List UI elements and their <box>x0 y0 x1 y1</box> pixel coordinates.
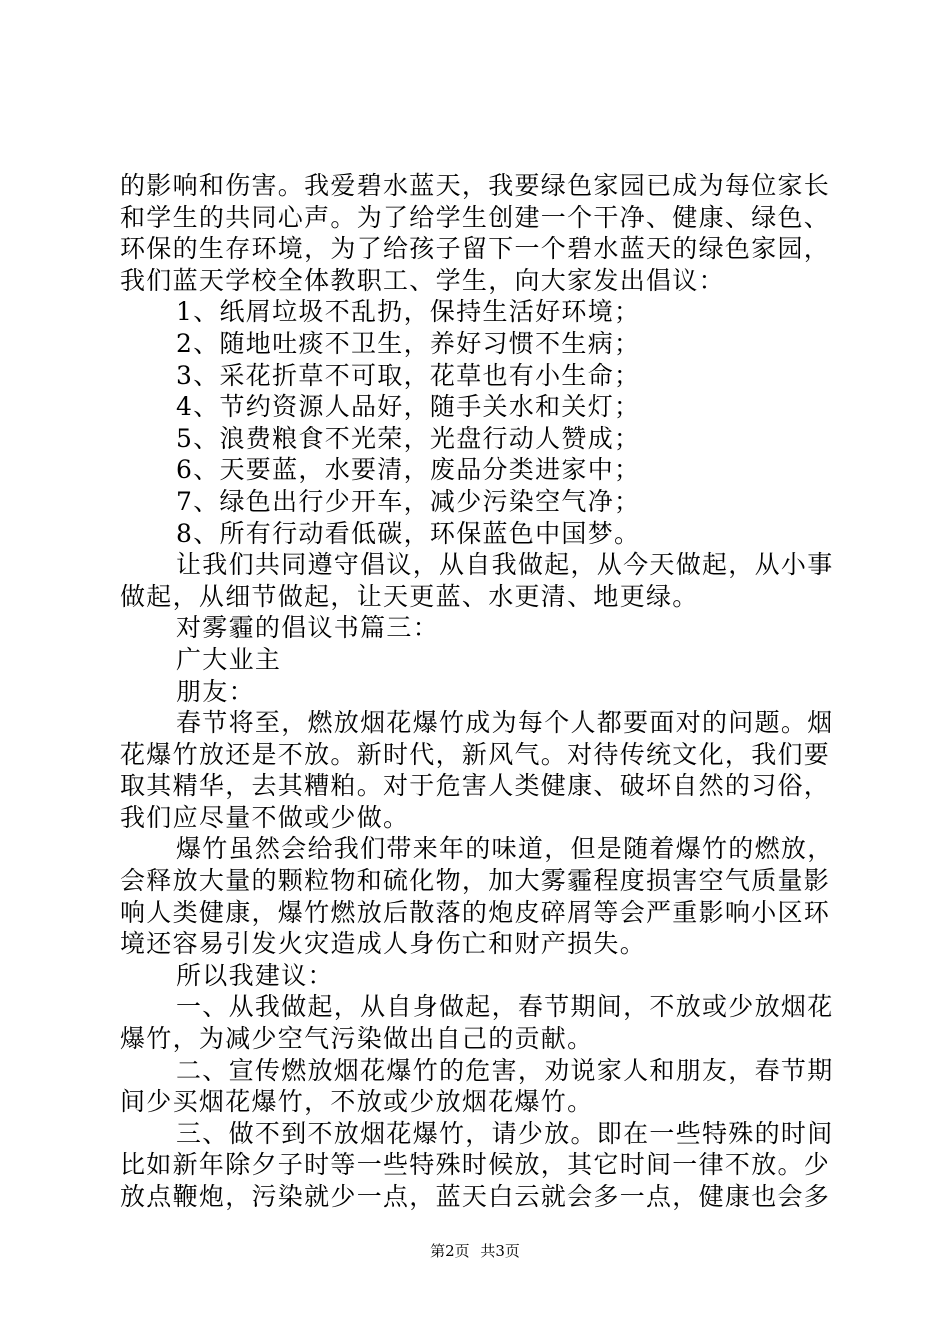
text-line: 春节将至，燃放烟花爆竹成为每个人都要面对的问题。烟 <box>176 708 834 738</box>
page-number: 第2页 <box>430 1242 470 1260</box>
list-item: 3、采花折草不可取，花草也有小生命； <box>176 360 641 390</box>
salutation: 朋友： <box>176 676 255 706</box>
text-line: 的影响和伤害。我爱碧水蓝天，我要绿色家园已成为每位家长 <box>120 171 831 200</box>
text-line: 爆竹，为减少空气污染做出自己的贡献。 <box>120 1024 594 1054</box>
list-item: 8、所有行动看低碳，环保蓝色中国梦。 <box>176 518 641 548</box>
text-line: 取其精华，去其糟粕。对于危害人类健康、破坏自然的习俗， <box>120 771 831 801</box>
section-title: 对雾霾的倡议书篇三： <box>176 613 440 643</box>
page-total: 共3页 <box>480 1242 520 1260</box>
text-line: 放点鞭炮，污染就少一点，蓝天白云就会多一点，健康也会多 <box>120 1182 831 1211</box>
list-item: 1、纸屑垃圾不乱扔，保持生活好环境； <box>176 297 641 327</box>
salutation: 广大业主 <box>176 644 282 674</box>
list-item: 7、绿色出行少开车，减少污染空气净； <box>176 486 641 516</box>
list-item: 5、浪费粮食不光荣，光盘行动人赞成； <box>176 423 641 453</box>
text-line: 间少买烟花爆竹，不放或少放烟花爆竹。 <box>120 1087 594 1117</box>
text-line: 做起，从细节做起，让天更蓝、水更清、地更绿。 <box>120 581 699 611</box>
text-line: 和学生的共同心声。为了给学生创建一个干净、健康、绿色、 <box>120 202 831 232</box>
document-body <box>120 170 840 1213</box>
text-line: 响人类健康，爆竹燃放后散落的炮皮碎屑等会严重影响小区环 <box>120 897 831 927</box>
list-item: 4、节约资源人品好，随手关水和关灯； <box>176 392 641 422</box>
text-line: 环保的生存环境，为了给孩子留下一个碧水蓝天的绿色家园， <box>120 234 831 264</box>
text-line: 比如新年除夕子时等一些特殊时候放，其它时间一律不放。少 <box>120 1150 831 1180</box>
text-line: 所以我建议： <box>176 960 334 990</box>
text-line: 我们应尽量不做或少做。 <box>120 802 410 832</box>
text-line: 二、宣传燃放烟花爆竹的危害，劝说家人和朋友，春节期 <box>176 1055 834 1085</box>
text-line: 花爆竹放还是不放。新时代，新风气。对待传统文化，我们要 <box>120 739 831 769</box>
text-line: 我们蓝天学校全体教职工、学生，向大家发出倡议： <box>120 265 725 295</box>
text-line: 三、做不到不放烟花爆竹，请少放。即在一些特殊的时间 <box>176 1118 834 1148</box>
page-footer <box>0 1241 950 1261</box>
list-item: 6、天要蓝，水要清，废品分类进家中； <box>176 455 641 485</box>
text-line: 会释放大量的颗粒物和硫化物，加大雾霾程度损害空气质量影 <box>120 866 831 896</box>
text-line: 爆竹虽然会给我们带来年的味道，但是随着爆竹的燃放， <box>176 834 834 864</box>
text-line: 境还容易引发火灾造成人身伤亡和财产损失。 <box>120 929 647 959</box>
text-line: 一、从我做起，从自身做起，春节期间，不放或少放烟花 <box>176 992 834 1022</box>
text-line: 让我们共同遵守倡议，从自我做起，从今天做起，从小事 <box>176 550 834 580</box>
list-item: 2、随地吐痰不卫生，养好习惯不生病； <box>176 328 641 358</box>
